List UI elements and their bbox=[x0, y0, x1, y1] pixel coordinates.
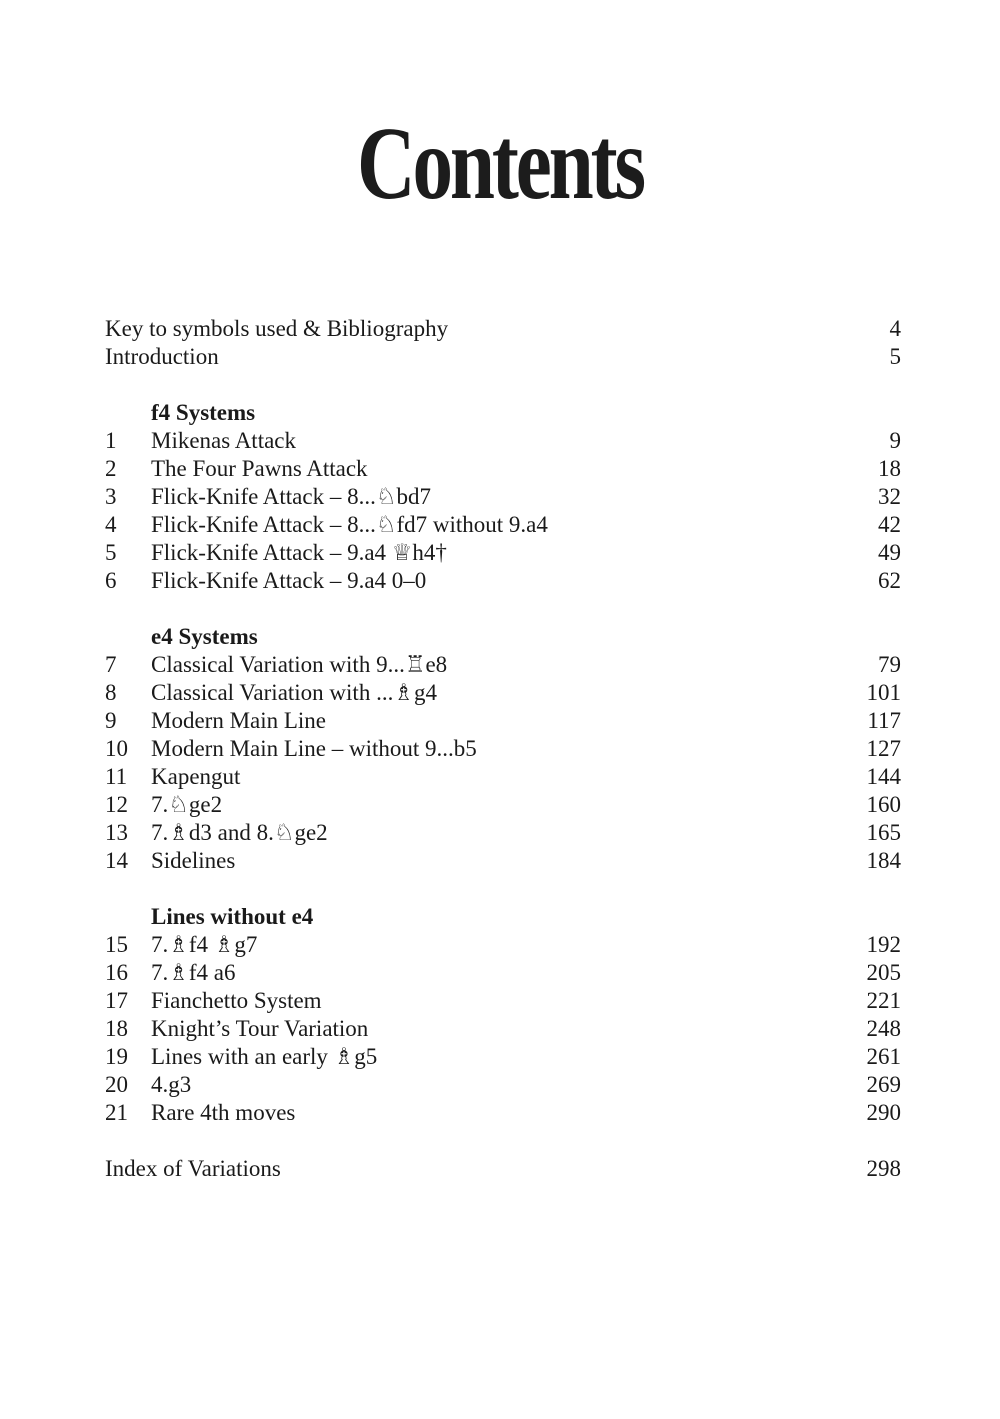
chapter-page: 101 bbox=[866, 680, 901, 705]
toc-chapter-2[interactable] bbox=[105, 455, 901, 483]
section-spacer bbox=[105, 595, 901, 623]
chapter-title: Classical Variation with ...♗g4 bbox=[151, 680, 437, 705]
toc-chapter-8[interactable] bbox=[105, 679, 901, 707]
chapter-number: 15 bbox=[105, 932, 128, 957]
chapter-number: 6 bbox=[105, 568, 117, 593]
toc-entry-page: 5 bbox=[889, 344, 901, 369]
table-of-contents bbox=[105, 315, 901, 1183]
chapter-page: 144 bbox=[866, 764, 901, 789]
chapter-number: 18 bbox=[105, 1016, 128, 1041]
chapter-page: 117 bbox=[867, 708, 901, 733]
chapter-title: Modern Main Line – without 9...b5 bbox=[151, 736, 477, 761]
chapter-title: Mikenas Attack bbox=[151, 428, 296, 453]
toc-entry-title: Index of Variations bbox=[105, 1156, 281, 1181]
chapter-title: Modern Main Line bbox=[151, 708, 327, 733]
chapter-number: 20 bbox=[105, 1072, 128, 1097]
chapter-title: Kapengut bbox=[151, 764, 241, 789]
toc-chapter-3[interactable] bbox=[105, 483, 901, 511]
chapter-title: Knight’s Tour Variation bbox=[151, 1016, 369, 1041]
chapter-number: 4 bbox=[105, 512, 117, 537]
chapter-title: 7.♗f4 ♗g7 bbox=[151, 932, 258, 957]
toc-chapter-13[interactable] bbox=[105, 819, 901, 847]
toc-chapter-4[interactable] bbox=[105, 511, 901, 539]
chapter-title: Flick-Knife Attack – 9.a4 ♕h4† bbox=[151, 540, 447, 565]
chapter-number: 3 bbox=[105, 484, 117, 509]
chapter-number: 21 bbox=[105, 1100, 128, 1125]
page-title: Contents bbox=[356, 106, 644, 221]
chapter-number: 13 bbox=[105, 820, 128, 845]
chapter-page: 49 bbox=[878, 540, 901, 565]
section-heading-e4-systems bbox=[105, 623, 901, 651]
chapter-page: 205 bbox=[866, 960, 901, 985]
section-heading: f4 Systems bbox=[151, 400, 256, 425]
section-heading-lines-without-e4 bbox=[105, 903, 901, 931]
toc-chapter-12[interactable] bbox=[105, 791, 901, 819]
chapter-page: 9 bbox=[889, 428, 901, 453]
chapter-page: 160 bbox=[866, 792, 901, 817]
toc-entry-key-to-symbols[interactable] bbox=[105, 315, 901, 343]
toc-chapter-1[interactable] bbox=[105, 427, 901, 455]
chapter-page: 261 bbox=[866, 1044, 901, 1069]
chapter-title: Rare 4th moves bbox=[151, 1100, 296, 1125]
chapter-page: 269 bbox=[866, 1072, 901, 1097]
chapter-page: 42 bbox=[878, 512, 901, 537]
section-spacer bbox=[105, 875, 901, 903]
chapter-title: Flick-Knife Attack – 9.a4 0–0 bbox=[151, 568, 427, 593]
toc-entry-introduction[interactable] bbox=[105, 343, 901, 371]
toc-entry-index-of-variations[interactable] bbox=[105, 1155, 901, 1183]
toc-entry-page: 298 bbox=[866, 1156, 901, 1181]
chapter-number: 2 bbox=[105, 456, 117, 481]
chapter-title: Flick-Knife Attack – 8...♘fd7 without 9.a4 bbox=[151, 512, 548, 537]
chapter-title: Lines with an early ♗g5 bbox=[151, 1044, 378, 1069]
toc-chapter-15[interactable] bbox=[105, 931, 901, 959]
chapter-number: 5 bbox=[105, 540, 117, 565]
toc-chapter-17[interactable] bbox=[105, 987, 901, 1015]
toc-entry-title: Key to symbols used & Bibliography bbox=[105, 316, 449, 341]
chapter-title: The Four Pawns Attack bbox=[151, 456, 368, 481]
chapter-page: 184 bbox=[866, 848, 901, 873]
toc-entry-page: 4 bbox=[889, 316, 901, 341]
chapter-number: 10 bbox=[105, 736, 128, 761]
section-heading: Lines without e4 bbox=[151, 904, 314, 929]
chapter-title: Sidelines bbox=[151, 848, 236, 873]
chapter-title: Fianchetto System bbox=[151, 988, 322, 1013]
chapter-page: 192 bbox=[866, 932, 901, 957]
chapter-page: 32 bbox=[878, 484, 901, 509]
chapter-page: 290 bbox=[866, 1100, 901, 1125]
toc-chapter-21[interactable] bbox=[105, 1099, 901, 1127]
chapter-page: 127 bbox=[866, 736, 901, 761]
toc-chapter-20[interactable] bbox=[105, 1071, 901, 1099]
chapter-title: Flick-Knife Attack – 8...♘bd7 bbox=[151, 484, 431, 509]
toc-chapter-18[interactable] bbox=[105, 1015, 901, 1043]
chapter-page: 18 bbox=[878, 456, 901, 481]
chapter-page: 165 bbox=[866, 820, 901, 845]
chapter-page: 79 bbox=[878, 652, 901, 677]
section-heading-f4-systems bbox=[105, 399, 901, 427]
chapter-number: 16 bbox=[105, 960, 128, 985]
chapter-title: 4.g3 bbox=[151, 1072, 192, 1097]
chapter-page: 248 bbox=[866, 1016, 901, 1041]
toc-chapter-5[interactable] bbox=[105, 539, 901, 567]
chapter-number: 14 bbox=[105, 848, 128, 873]
chapter-number: 12 bbox=[105, 792, 128, 817]
chapter-title: 7.♗f4 a6 bbox=[151, 960, 236, 985]
section-spacer bbox=[105, 371, 901, 399]
chapter-number: 1 bbox=[105, 428, 117, 453]
chapter-number: 11 bbox=[105, 764, 128, 789]
section-spacer bbox=[105, 1127, 901, 1155]
toc-chapter-11[interactable] bbox=[105, 763, 901, 791]
chapter-title: Classical Variation with 9...♖e8 bbox=[151, 652, 448, 677]
chapter-number: 9 bbox=[105, 708, 117, 733]
chapter-number: 17 bbox=[105, 988, 128, 1013]
chapter-number: 19 bbox=[105, 1044, 128, 1069]
chapter-number: 8 bbox=[105, 680, 117, 705]
chapter-title: 7.♗d3 and 8.♘ge2 bbox=[151, 820, 328, 845]
chapter-number: 7 bbox=[105, 652, 117, 677]
section-heading: e4 Systems bbox=[151, 624, 258, 649]
toc-chapter-6[interactable] bbox=[105, 567, 901, 595]
toc-entry-title: Introduction bbox=[105, 344, 219, 369]
chapter-page: 62 bbox=[878, 568, 901, 593]
chapter-title: 7.♘ge2 bbox=[151, 792, 223, 817]
toc-chapter-14[interactable] bbox=[105, 847, 901, 875]
toc-chapter-10[interactable] bbox=[105, 735, 901, 763]
toc-chapter-19[interactable] bbox=[105, 1043, 901, 1071]
toc-chapter-7[interactable] bbox=[105, 651, 901, 679]
chapter-page: 221 bbox=[866, 988, 901, 1013]
toc-chapter-16[interactable] bbox=[105, 959, 901, 987]
toc-chapter-9[interactable] bbox=[105, 707, 901, 735]
